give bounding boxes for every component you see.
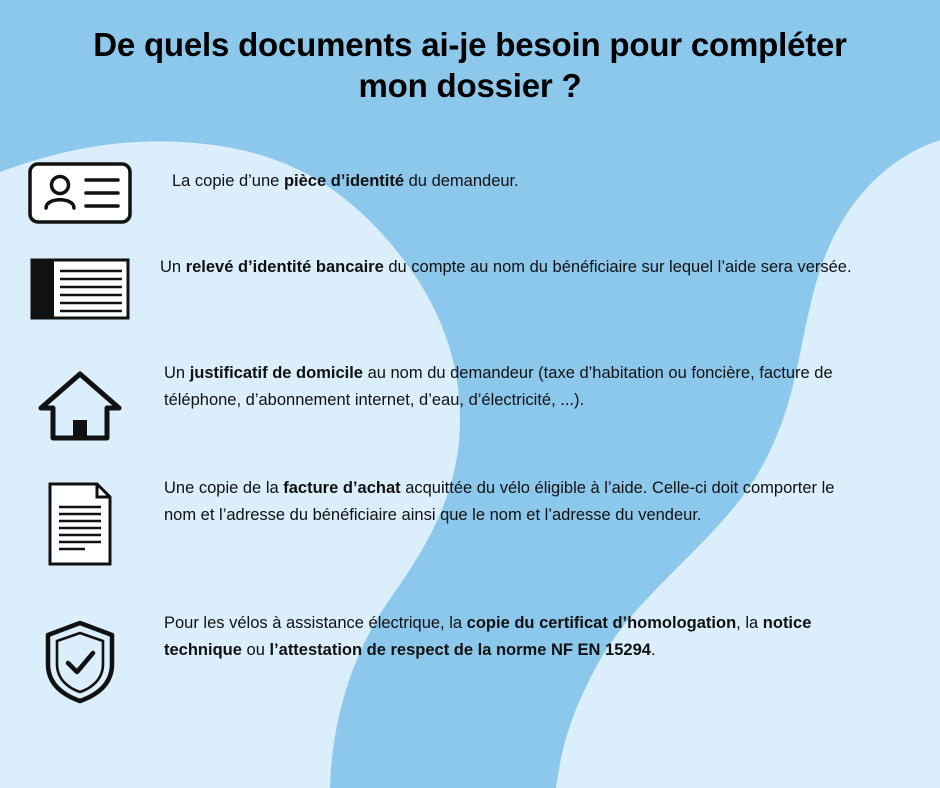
house-icon — [0, 360, 160, 442]
text-segment: Pour les vélos à assistance électrique, la — [164, 614, 467, 632]
text-segment: La copie d’une — [172, 172, 284, 190]
bank-statement-icon — [0, 250, 160, 320]
list-item-text — [160, 360, 940, 413]
id-card-icon-glyph — [28, 162, 132, 224]
list-item — [0, 475, 940, 610]
list-item-text — [160, 475, 940, 528]
text-segment-bold: copie du certificat d’homologation — [466, 614, 737, 632]
text-segment: au nom du demandeur (taxe d’habitation ou foncière, facture de téléphone, d’abonnement internet, d’eau, d’électricité, ...). — [164, 364, 833, 409]
text-segment: Une copie de la — [164, 479, 284, 497]
requirements-list — [0, 160, 940, 730]
text-segment-bold: facture d’achat — [283, 479, 401, 497]
shield-check-icon-glyph — [43, 620, 117, 704]
text-segment-bold: relevé d’identité bancaire — [185, 258, 384, 276]
text-segment: Un — [164, 364, 190, 382]
text-segment-bold: justificatif de domicile — [189, 364, 363, 382]
text-segment: acquittée du vélo éligible à l’aide. Celle-ci doit comporter le nom et l’adresse du bénéficiaire ainsi que le nom et l’adresse du vendeur. — [164, 479, 835, 524]
bank-statement-icon-glyph — [30, 258, 130, 320]
text-segment: ou — [241, 640, 270, 659]
list-item — [0, 160, 940, 250]
list-item-text — [160, 250, 940, 281]
list-item-text — [160, 160, 940, 195]
list-item — [0, 360, 940, 475]
shield-check-icon — [0, 610, 160, 704]
page-title: De quels documents ai-je besoin pour compléter mon dossier ? — [93, 26, 847, 105]
list-item — [0, 610, 940, 730]
text-segment: du compte au nom du bénéficiaire sur lequel l’aide sera versée. — [383, 258, 852, 276]
invoice-icon — [0, 475, 160, 567]
text-segment: du demandeur. — [404, 172, 519, 190]
text-segment: Un — [160, 258, 186, 276]
text-segment-bold: notice technique — [164, 614, 812, 659]
list-item-text — [160, 610, 940, 663]
invoice-icon-glyph — [47, 481, 113, 567]
text-segment-bold: pièce d’identité — [283, 172, 405, 190]
text-segment-bold: l’attestation de respect de la norme NF EN 15294 — [269, 640, 651, 659]
list-item — [0, 250, 940, 360]
house-icon-glyph — [37, 370, 123, 442]
text-segment: . — [650, 640, 656, 659]
id-card-icon — [0, 160, 160, 224]
text-segment: , la — [736, 614, 763, 632]
